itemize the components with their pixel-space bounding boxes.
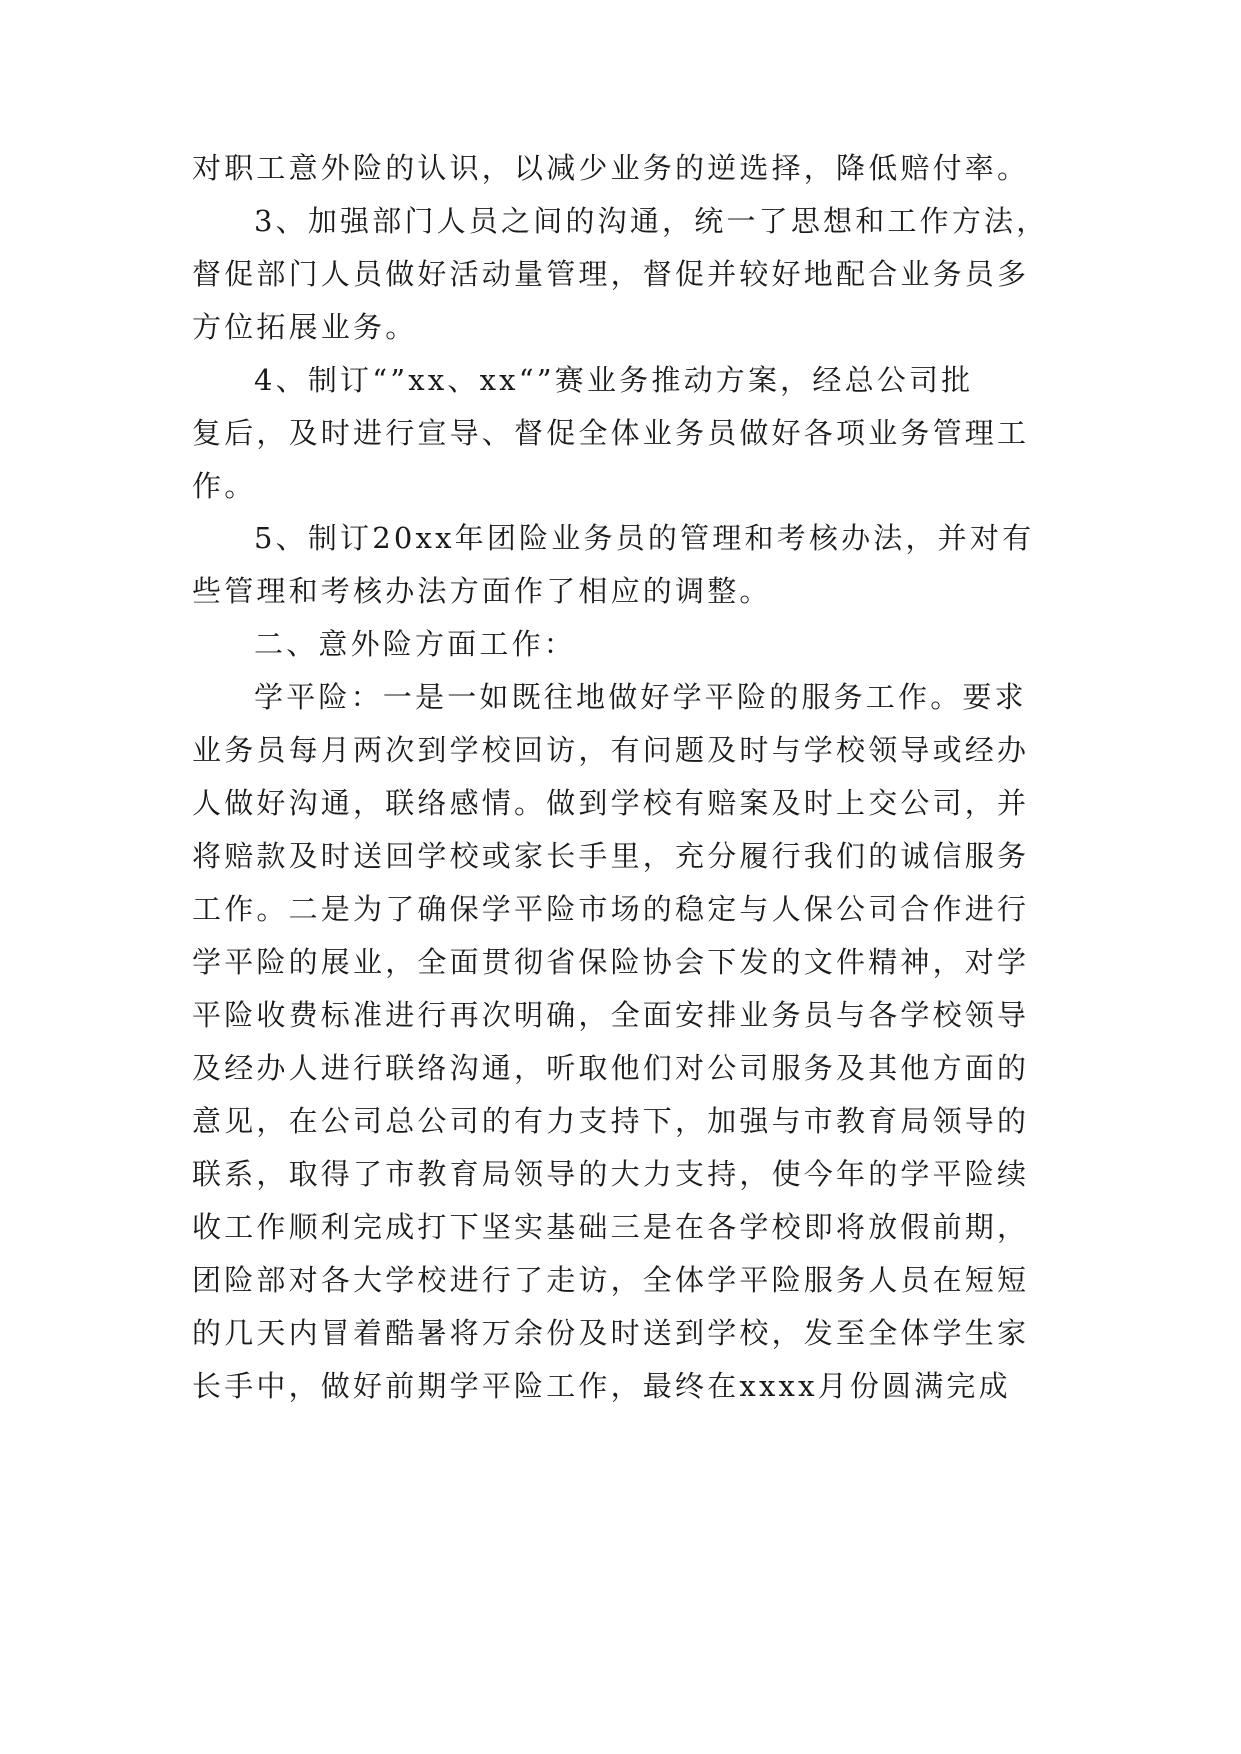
text-line: 收工作顺利完成打下坚实基础三是在各学校即将放假前期， xyxy=(192,1210,1030,1244)
text-line: 4、制订“”xx、xx“”赛业务推动方案，经总公司批 xyxy=(254,363,974,397)
text-line: 意见，在公司总公司的有力支持下，加强与市教育局领导的 xyxy=(192,1104,1030,1138)
text-line: 3、加强部门人员之间的沟通，统一了思想和工作方法， xyxy=(254,204,1049,238)
text-line: 将赔款及时送回学校或家长手里，充分履行我们的诚信服务 xyxy=(192,839,1030,873)
text-line: 业务员每月两次到学校回访，有问题及时与学校领导或经办 xyxy=(192,733,1030,767)
text-line: 复后，及时进行宣导、督促全体业务员做好各项业务管理工 xyxy=(192,416,1030,450)
text-line: 5、制订20xx年团险业务员的管理和考核办法，并对有 xyxy=(254,521,1035,555)
text-line: 些管理和考核办法方面作了相应的调整。 xyxy=(192,574,772,608)
text-line: 平险收费标准进行再次明确，全面安排业务员与各学校领导 xyxy=(192,998,1030,1032)
text-line: 的几天内冒着酷暑将万余份及时送到学校，发至全体学生家 xyxy=(192,1316,1030,1350)
text-line: 人做好沟通，联络感情。做到学校有赔案及时上交公司，并 xyxy=(192,786,1030,820)
section-heading: 二、意外险方面工作： xyxy=(254,627,577,661)
text-line: 团险部对各大学校进行了走访，全体学平险服务人员在短短 xyxy=(192,1263,1030,1297)
text-line: 作。 xyxy=(192,469,257,503)
text-line: 督促部门人员做好活动量管理，督促并较好地配合业务员多 xyxy=(192,257,1030,291)
text-line: 联系，取得了市教育局领导的大力支持，使今年的学平险续 xyxy=(192,1157,1030,1191)
text-line: 长手中，做好前期学平险工作，最终在xxxx月份圆满完成 xyxy=(192,1369,1011,1403)
text-line: 学平险：一是一如既往地做好学平险的服务工作。要求 xyxy=(254,680,1027,714)
text-line: 对职工意外险的认识，以减少业务的逆选择，降低赔付率。 xyxy=(192,151,1030,185)
text-line: 学平险的展业，全面贯彻省保险协会下发的文件精神，对学 xyxy=(192,945,1030,979)
text-line: 方位拓展业务。 xyxy=(192,310,418,344)
text-line: 工作。二是为了确保学平险市场的稳定与人保公司合作进行 xyxy=(192,892,1030,926)
text-line: 及经办人进行联络沟通，听取他们对公司服务及其他方面的 xyxy=(192,1051,1030,1085)
